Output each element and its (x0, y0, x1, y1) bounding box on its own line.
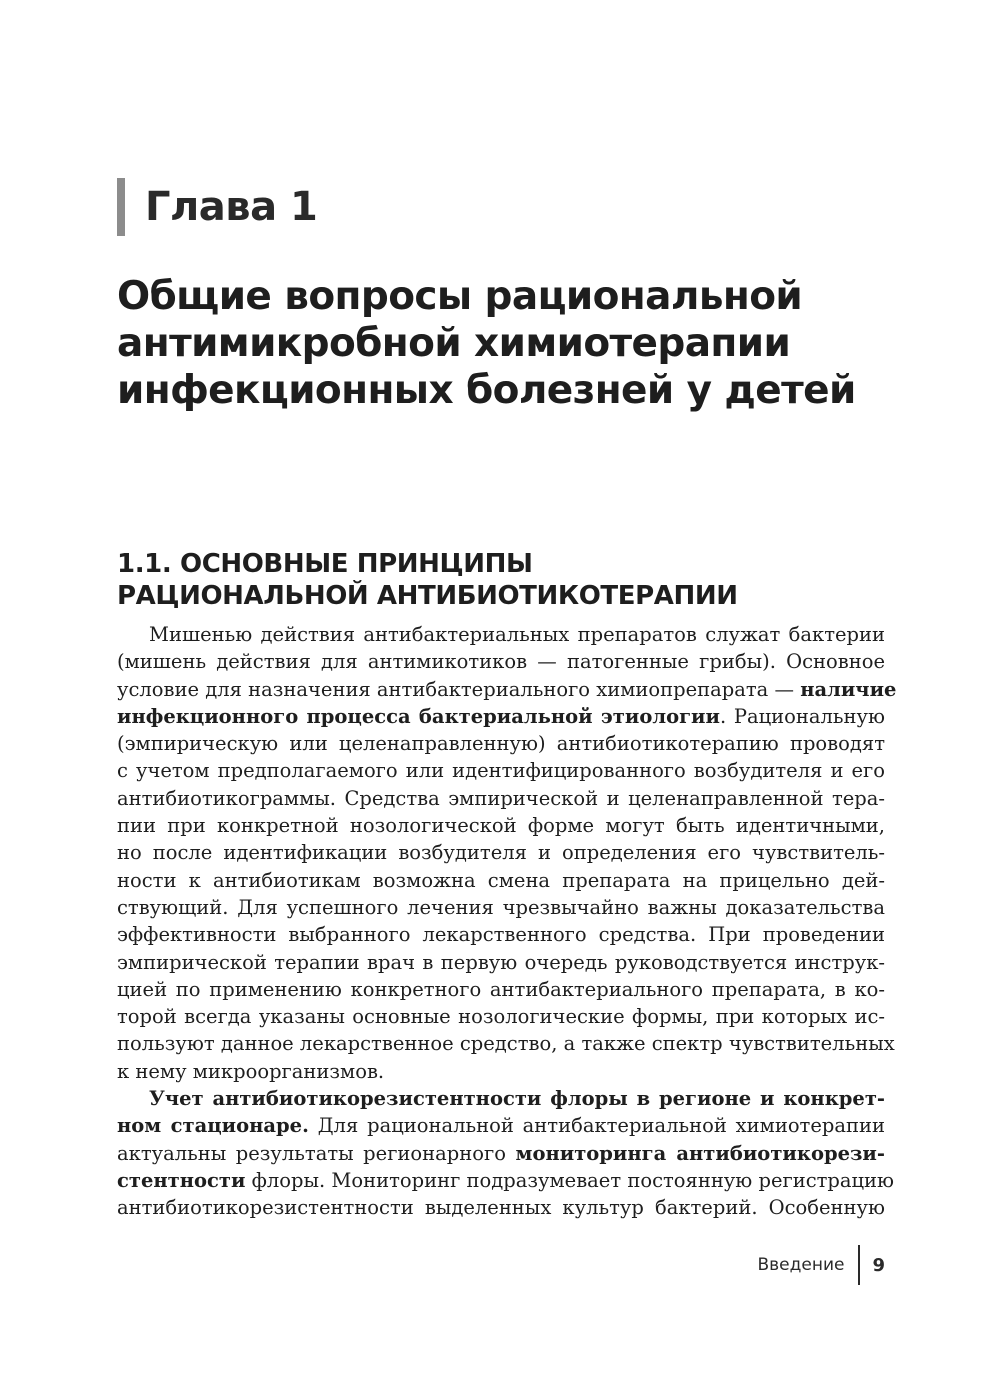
emphasis-text: наличие (800, 677, 897, 701)
chapter-title (117, 273, 917, 414)
text-line: антибиотикорезистентности выделенных культур бактерий. Особенную (117, 1196, 885, 1220)
page-footer (757, 1245, 885, 1285)
paragraph-1 (117, 621, 897, 1085)
text-line: антибиотикограммы. Средства эмпирической и целенаправленной тера- (117, 786, 885, 810)
text-line: пользуют данное лекарственное средство, а также спектр чувствительных (117, 1032, 895, 1056)
text-line: ствующий. Для успешного лечения чрезвычайно важны доказательства (117, 895, 885, 919)
page-number: 9 (872, 1254, 885, 1276)
text-run: Для рациональной антибактериальной химиотерапии (308, 1114, 885, 1138)
text-line (117, 703, 885, 730)
chapter-title-line: Общие вопросы рациональной (117, 274, 803, 319)
chapter-marker-bar (117, 178, 125, 236)
text-line (117, 1112, 885, 1139)
text-line (117, 1085, 885, 1112)
section-title-line: 1.1. ОСНОВНЫЕ ПРИНЦИПЫ (117, 549, 533, 579)
text-line: к нему микроорганизмов. (117, 1059, 385, 1083)
text-line: (эмпирическую или целенаправленную) антибиотикотерапию проводят (117, 732, 885, 756)
text-line: ности к антибиотикам возможна смена препарата на прицельно дей- (117, 868, 885, 892)
emphasis-text: стентности (117, 1168, 246, 1192)
text-run: флоры. Мониторинг подразумевает постоянную регистрацию (245, 1168, 895, 1192)
chapter-title-line: антимикробной химиотерапии (117, 321, 791, 366)
footer-divider (858, 1245, 860, 1285)
emphasis-text: ном стационаре. (117, 1114, 309, 1138)
section-title-line: РАЦИОНАЛЬНОЙ АНТИБИОТИКОТЕРАПИИ (117, 581, 738, 611)
text-line: с учетом предполагаемого или идентифицированного возбудителя и его (117, 759, 885, 783)
emphasis-text: инфекционного процесса бактериальной этиологии (117, 704, 720, 728)
chapter-heading (117, 178, 317, 236)
chapter-title-line: инфекционных болезней у детей (117, 368, 856, 413)
chapter-label: Глава 1 (145, 184, 318, 230)
text-line (117, 1167, 895, 1194)
body-text (117, 621, 897, 1222)
section-title (117, 548, 897, 612)
running-footer-section: Введение (757, 1255, 845, 1275)
text-run: условие для назначения антибактериального химиопрепарата — (117, 677, 801, 701)
text-run: актуальны результаты регионарного (117, 1141, 516, 1165)
text-line: (мишень действия для антимикотиков — патогенные грибы). Основное (117, 650, 885, 674)
emphasis-text: мониторинга антибиотикорези- (515, 1141, 885, 1165)
paragraph-2 (117, 1085, 895, 1221)
text-line: пии при конкретной нозологической форме могут быть идентичными, (117, 814, 885, 838)
text-line: торой всегда указаны основные нозологические формы, при которых ис- (117, 1005, 885, 1029)
text-line: цией по применению конкретного антибактериального препарата, в ко- (117, 977, 885, 1001)
text-line (117, 1140, 885, 1167)
text-line (117, 676, 897, 703)
emphasis-text: Учет антибиотикорезистентности флоры в регионе и конкрет- (149, 1087, 885, 1111)
text-line: эффективности выбранного лекарственного средства. При проведении (117, 923, 885, 947)
text-line: эмпирической терапии врач в первую очередь руководствуется инструк- (117, 950, 885, 974)
text-line: но после идентификации возбудителя и определения его чувствитель- (117, 841, 885, 865)
text-line: Мишенью действия антибактериальных препаратов служат бактерии (149, 623, 885, 646)
text-run: . Рациональную (719, 704, 885, 728)
